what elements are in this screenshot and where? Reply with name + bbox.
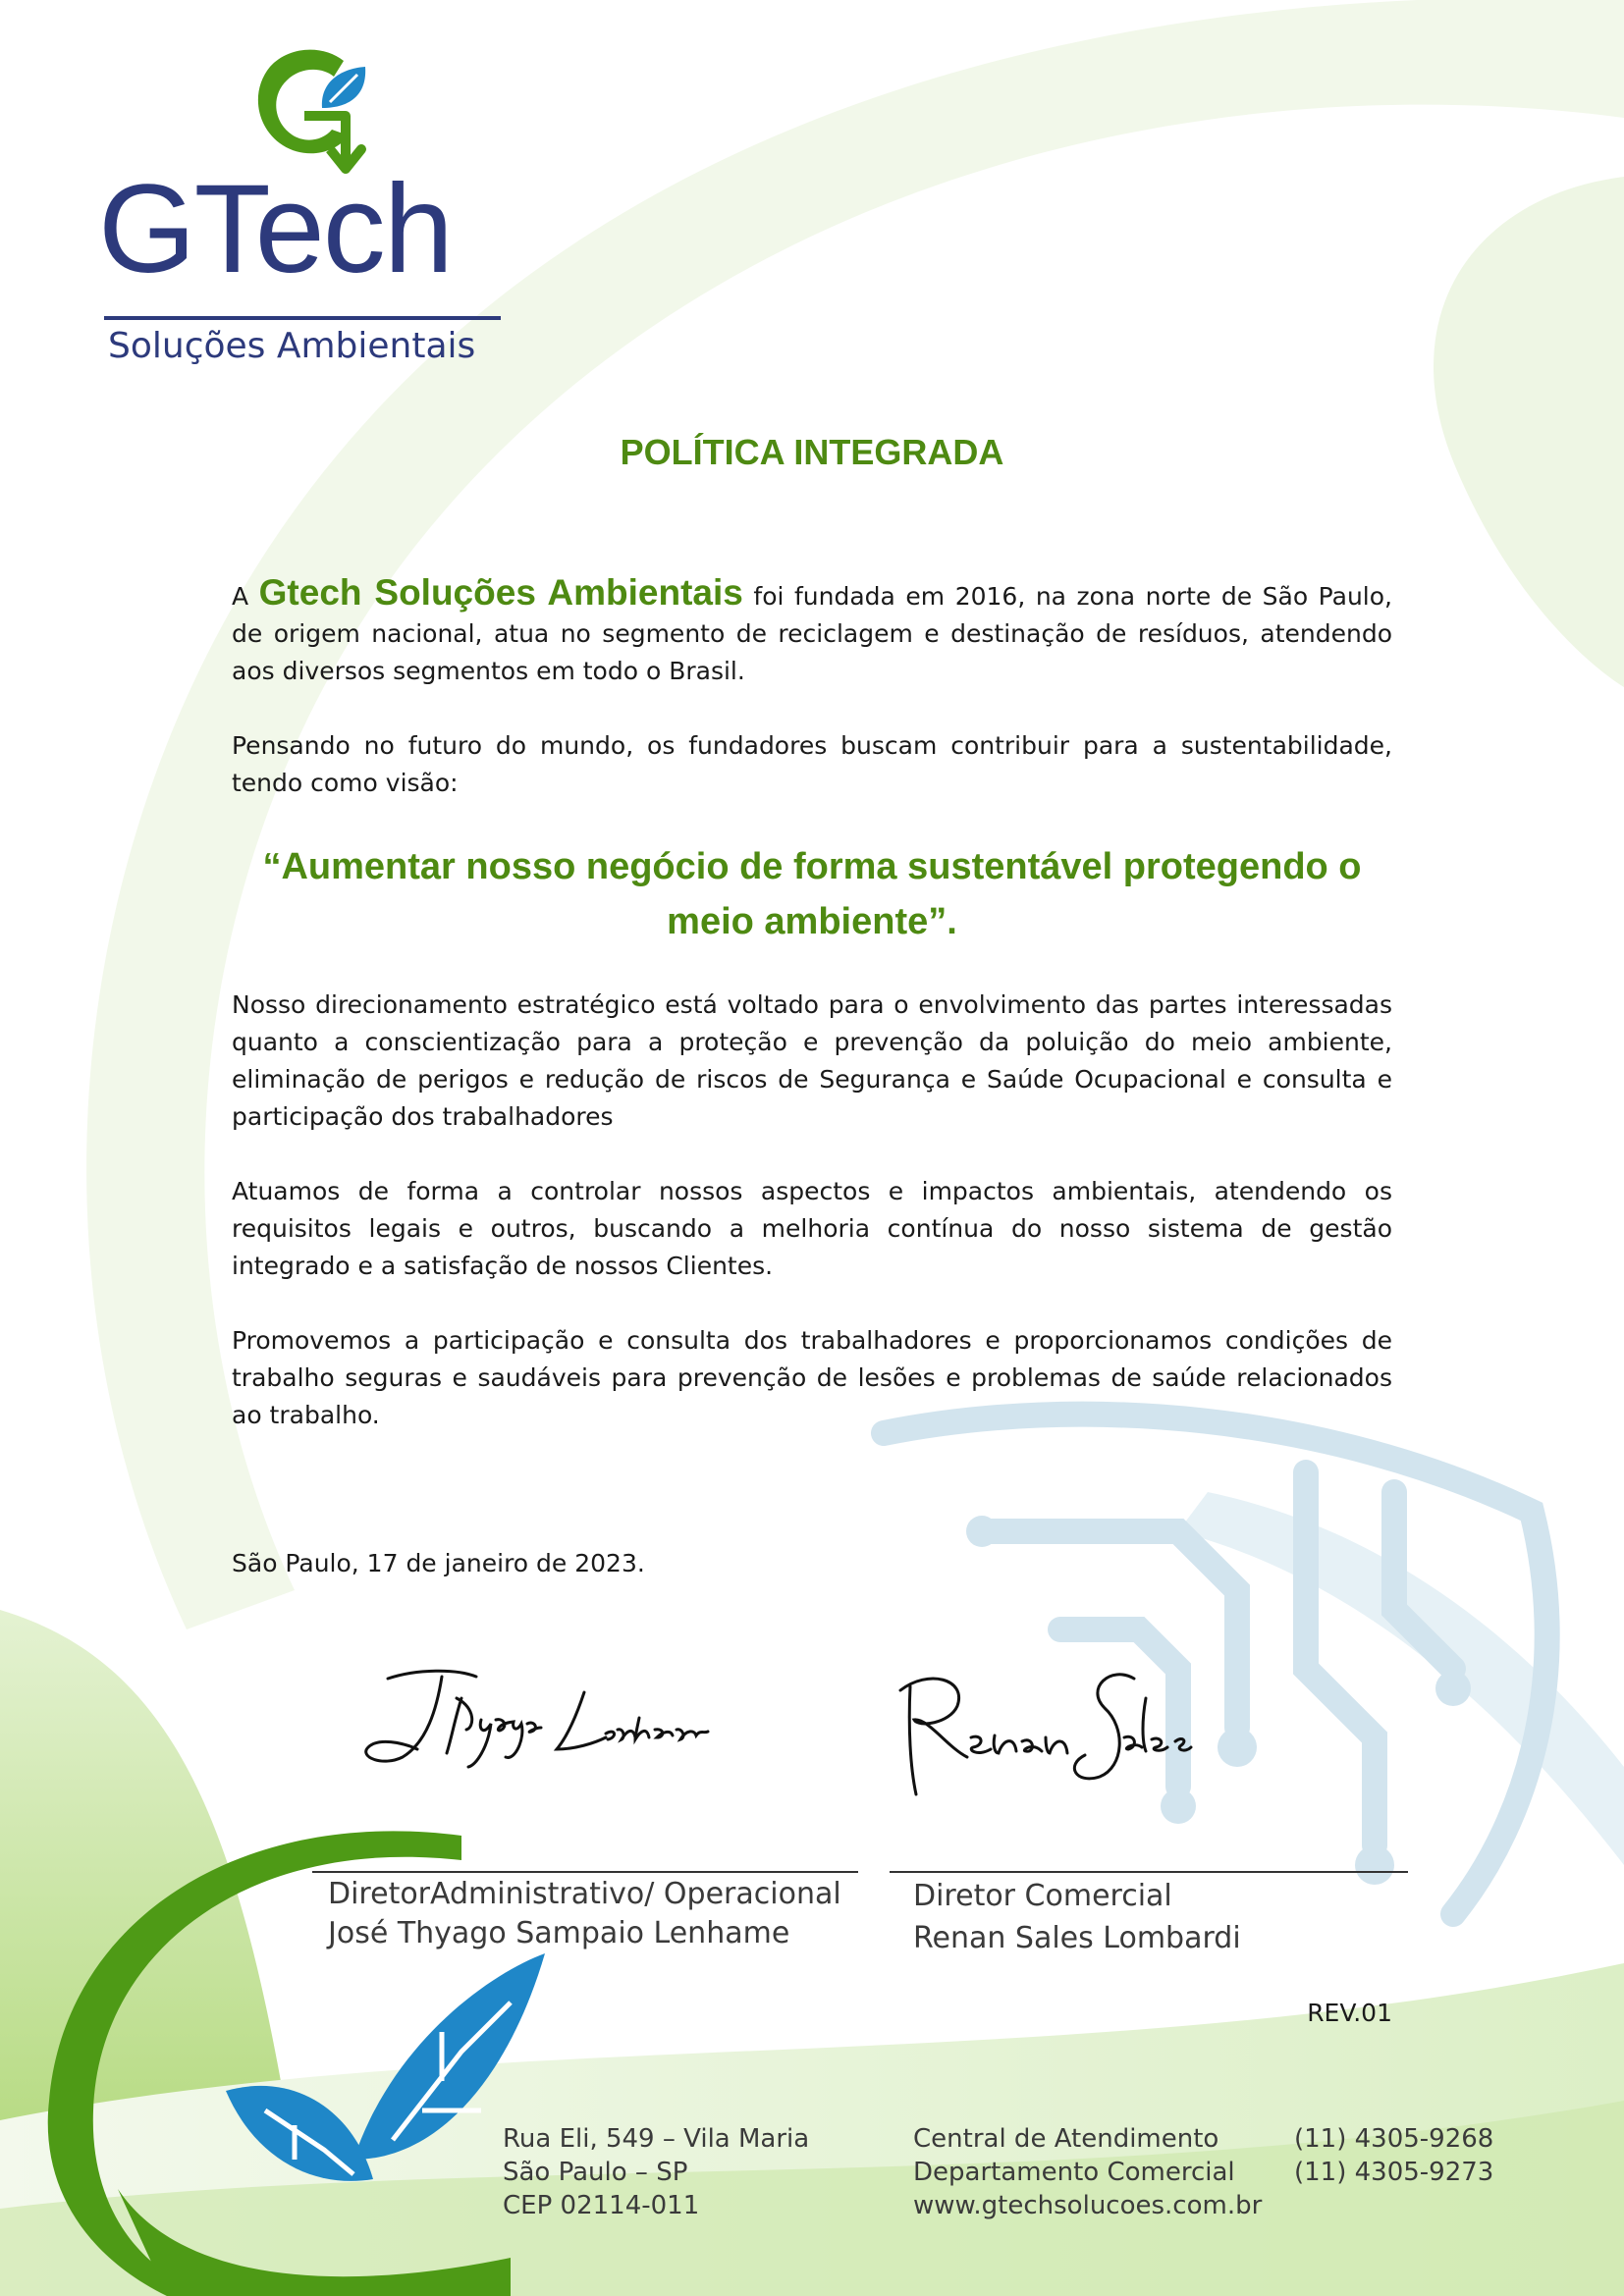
contact-label: Departamento Comercial xyxy=(913,2158,1235,2187)
vision-quote: “Aumentar nosso negócio de forma sustentável protegendo o meio ambiente”. xyxy=(262,846,1362,942)
contact-row xyxy=(913,2122,1493,2156)
company-name: Gtech Soluções Ambientais xyxy=(258,572,743,613)
signature-line-left xyxy=(312,1871,858,1873)
signatory-1-name: José Thyago Sampaio Lenhame xyxy=(328,1916,790,1950)
contact-phone: (11) 4305-9273 xyxy=(1294,2158,1494,2187)
address-line-1: Rua Eli, 549 – Vila Maria xyxy=(503,2124,810,2154)
signature-line-right xyxy=(890,1871,1408,1873)
signatory-2-name: Renan Sales Lombardi xyxy=(913,1921,1241,1955)
paragraph-environment: Atuamos de forma a controlar nossos aspectos e impactos ambientais, atendendo os requisitos legais e outros, buscando a melhoria contínua do nosso sistema de gestão integrado e a satisfação de nossos Clientes. xyxy=(232,1177,1392,1280)
contact-row xyxy=(913,2156,1493,2189)
footer-address xyxy=(503,2122,809,2222)
signatory-1 xyxy=(328,1875,841,1953)
paragraph-intro xyxy=(232,574,1392,690)
document-title: POLÍTICA INTEGRADA xyxy=(620,432,1004,472)
signatory-2 xyxy=(913,1875,1241,1959)
footer-contacts xyxy=(913,2122,1493,2222)
logo-g-leaf-icon xyxy=(236,39,373,177)
intro-text: foi fundada em 2016, na zona norte de São Paulo, de origem nacional, atua no segmento de reciclagem e destinação de resíduos, atendendo aos diversos segmentos em todo o Brasil. xyxy=(232,582,1392,685)
signatory-2-role: Diretor Comercial xyxy=(913,1879,1172,1913)
revision-label: REV.01 xyxy=(1307,1999,1392,2027)
paragraph-strategy: Nosso direcionamento estratégico está voltado para o envolvimento das partes interessadas quanto a conscientização para a proteção e prevenção da poluição do meio ambiente, eliminação de perigos e redução de riscos de Segurança e Saúde Ocupacional e consulta e participação dos trabalhadores xyxy=(232,990,1392,1131)
logo-subtitle: Soluções Ambientais xyxy=(108,326,476,366)
contact-label: Central de Atendimento xyxy=(913,2124,1219,2154)
logo-wordmark: GTech xyxy=(98,159,452,299)
company-logo xyxy=(98,39,520,366)
document-date: São Paulo, 17 de janeiro de 2023. xyxy=(232,1549,645,1577)
document-body xyxy=(232,574,1392,1471)
address-line-3: CEP 02114-011 xyxy=(503,2191,700,2220)
signature-lenhame-image xyxy=(349,1659,722,1787)
logo-divider xyxy=(104,316,501,320)
website-link[interactable]: www.gtechsolucoes.com.br xyxy=(913,2191,1263,2220)
signature-sales-image xyxy=(889,1659,1222,1806)
address-line-2: São Paulo – SP xyxy=(503,2158,688,2187)
intro-prefix: A xyxy=(232,582,259,611)
paragraph-vision-intro: Pensando no futuro do mundo, os fundadores buscam contribuir para a sustentabilidade, tendo como visão: xyxy=(232,731,1392,797)
signatory-1-role: DiretorAdministrativo/ Operacional xyxy=(328,1877,841,1911)
contact-phone: (11) 4305-9268 xyxy=(1294,2124,1494,2154)
paragraph-workers: Promovemos a participação e consulta dos trabalhadores e proporcionamos condições de trabalho seguras e saudáveis para prevenção de lesões e problemas de saúde relacionados ao trabalho. xyxy=(232,1326,1392,1429)
